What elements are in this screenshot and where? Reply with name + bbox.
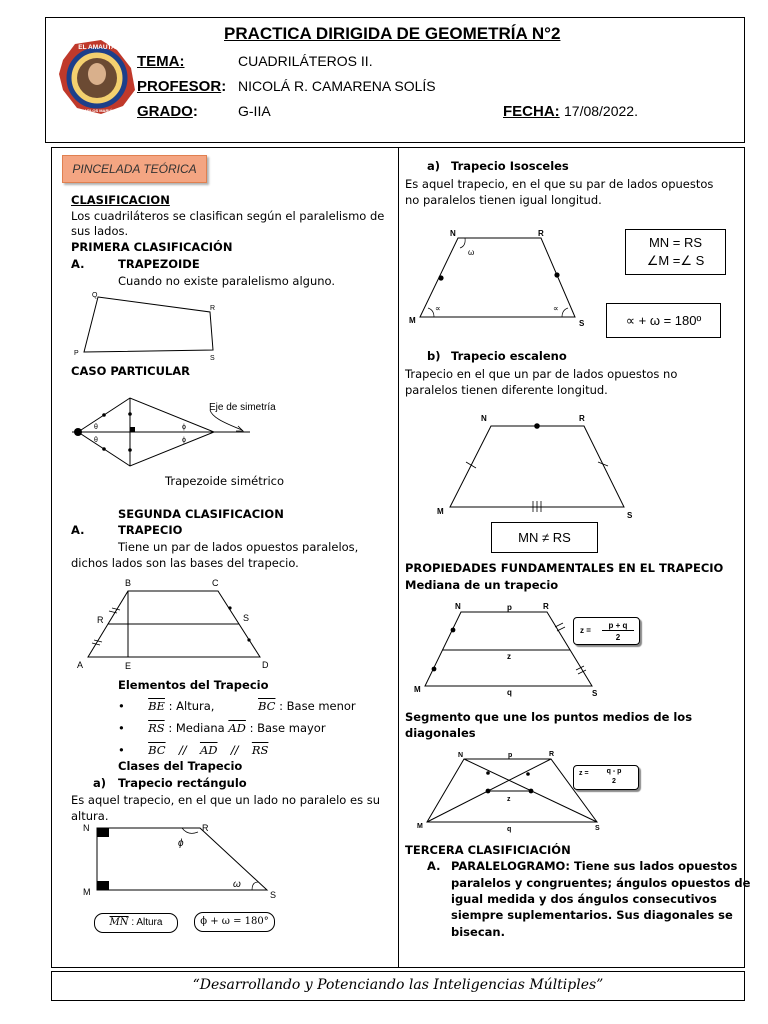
rect-desc-2: altura. — [71, 809, 109, 823]
clasificacion-text-2: sus lados. — [71, 224, 129, 238]
bullet: • — [118, 743, 125, 757]
mediana-formula-lhs: z = — [580, 626, 591, 635]
para-desc-1: Tiene sus lados opuestos — [573, 859, 738, 873]
mediana-label-n: N — [455, 602, 461, 611]
page-title: PRACTICA DIRIGIDA DE GEOMETRÍA N°2 — [224, 24, 561, 43]
iso-angle-alpha: ∝ — [435, 304, 441, 313]
eje-arrow — [210, 410, 242, 430]
esc-label-m: M — [437, 507, 444, 516]
iso-desc-2: no paralelos tienen igual longitud. — [405, 193, 602, 207]
elemento-1b-text: : Base menor — [279, 699, 356, 713]
elemento-2-text: : Mediana — [168, 721, 225, 735]
iso-angle-arc — [562, 308, 568, 317]
trapecio-label-s: S — [243, 613, 250, 623]
clasificacion-heading: CLASIFICACION — [71, 193, 170, 207]
mediana-label-r: R — [543, 602, 549, 611]
esc-marker: b) — [427, 349, 441, 363]
segment-ad: $\overline{AD}$ — [199, 743, 218, 757]
para-desc-3: igual medida y dos ángulos consecutivos — [451, 892, 717, 906]
diagonales-formula-box — [573, 765, 639, 790]
segment-bc: $\overline{BC}$ — [258, 699, 276, 713]
esc-label-n: N — [481, 414, 487, 423]
iso-label-m: M — [409, 316, 416, 325]
diagonales-label-q: q — [507, 826, 512, 833]
mediana-formula-den: 2 — [615, 633, 621, 642]
iso-figure — [408, 226, 598, 326]
elemento-2 — [118, 720, 326, 736]
rect-angle-omega: ω — [233, 879, 241, 890]
trapecio-desc-1: Tiene un par de lados opuestos paralelos, — [118, 540, 359, 554]
kite-vertex-dot — [74, 428, 82, 436]
diagonales-formula-den: 2 — [612, 778, 616, 785]
mediana-mark-dot — [451, 628, 456, 633]
caso-particular: CASO PARTICULAR — [71, 364, 190, 378]
clasificacion-text-1: Los cuadriláteros se clasifican según el paralelismo de — [71, 209, 385, 223]
profesor-label-text: PROFESOR — [137, 78, 222, 95]
tercera-heading: TERCERA CLASIFICIACIÓN — [405, 843, 571, 857]
segment-ad: $\overline{AD}$ — [228, 721, 246, 735]
para-desc-2: paralelos y congruentes; ángulos opuestos de — [451, 876, 751, 890]
diagonales-midpoint — [526, 772, 530, 776]
kite-right-angle — [130, 427, 135, 432]
bullet: • — [118, 721, 125, 735]
segment-rs: $\overline{RS}$ — [251, 743, 269, 757]
trapecio-label-e: E — [125, 661, 132, 671]
esc-tick — [466, 462, 476, 468]
diagonales-label-n: N — [458, 752, 464, 759]
logo-face — [88, 63, 106, 85]
trapecio-label-d: D — [262, 660, 269, 670]
parallel-symbol: // — [178, 743, 187, 757]
iso-angle-omega: ω — [468, 248, 475, 257]
diagonales-formula-lhs: z = — [579, 770, 589, 777]
segunda-clasificacion: SEGUNDA CLASIFICACION — [118, 507, 284, 521]
rect-desc-1: Es aquel trapecio, en el que un lado no paralelo es su — [71, 793, 380, 807]
footer-motto: “Desarrollando y Potenciando las Inteligencias Múltiples” — [192, 977, 604, 993]
trapecio-mark-dot — [247, 638, 250, 641]
iso-marker: a) — [427, 159, 441, 173]
tema-value: CUADRILÁTEROS II. — [238, 53, 373, 69]
segmento-heading-2: diagonales — [405, 726, 476, 740]
trapecio-mark-dot — [228, 606, 231, 609]
rect-trapecio-figure — [80, 820, 290, 900]
iso-angle-arc — [428, 308, 434, 317]
logo-text-top: EL AMAUTA — [78, 44, 116, 51]
kite-angle-theta: θ — [94, 424, 98, 431]
trapecio-desc-2: dichos lados son las bases del trapecio. — [71, 556, 299, 570]
trapezoide-label-s: S — [210, 355, 215, 362]
kite-mark-dot — [128, 448, 132, 452]
trapecio-figure — [72, 576, 272, 671]
grado-value: G-IIA — [238, 103, 271, 119]
segment-rs: $\overline{RS}$ — [148, 721, 165, 735]
fecha-value: 17/08/2022. — [564, 103, 638, 119]
diagonales-midpoint — [486, 771, 490, 775]
kite-mark-dot — [102, 413, 106, 417]
trapecio-label-r: R — [97, 615, 104, 625]
rect-marker: a) — [93, 776, 107, 790]
trapezoide-simetrico-label: Trapezoide simétrico — [165, 474, 285, 488]
trapecio-label-c: C — [212, 578, 219, 588]
rect-label-r: R — [202, 823, 209, 833]
diagonales-formula-num: q - p — [606, 768, 622, 775]
diagonales-label-z: z — [507, 796, 511, 803]
trapezoide-desc: Cuando no existe paralelismo alguno. — [118, 274, 336, 288]
rect-angle-phi: ϕ — [178, 838, 184, 849]
mediana-label-m: M — [414, 685, 421, 694]
kite-angle-phi: ϕ — [182, 424, 186, 431]
mediana-label-s: S — [592, 689, 598, 698]
primera-clasificacion: PRIMERA CLASIFICACIÓN — [71, 240, 233, 254]
rect-label-m: M — [83, 887, 91, 897]
fecha-label: FECHA: — [503, 103, 560, 120]
elemento-3 — [118, 742, 268, 758]
trapecio-tick — [112, 608, 120, 610]
esc-desc-2: paralelos tienen diferente longitud. — [405, 383, 608, 397]
rect-label-s: S — [270, 890, 277, 900]
trapecio-marker: A. — [71, 523, 85, 537]
rect-right-angle — [97, 828, 109, 837]
grado-label-text: GRADO — [137, 103, 193, 120]
profesor-label — [137, 78, 226, 95]
iso-angle-sum-box: ∝ + ω = 180º — [606, 303, 721, 338]
iso-label-r: R — [538, 229, 544, 238]
iso-formula-1: MN = RS — [648, 235, 703, 250]
grado-colon: : — [192, 103, 198, 120]
iso-mark-dot — [554, 272, 559, 277]
profesor-value: NICOLÁ R. CAMARENA SOLÍS — [238, 78, 436, 94]
bullet: • — [118, 699, 125, 713]
column-divider — [398, 147, 399, 968]
trapezoide-label-p: P — [74, 350, 79, 357]
mediana-heading: Mediana de un trapecio — [405, 578, 559, 592]
esc-figure — [432, 410, 642, 520]
para-line-1 — [451, 858, 737, 874]
mediana-tick — [555, 623, 563, 627]
trapezoide-label-q: Q — [92, 292, 98, 299]
mediana-mark-dot — [432, 667, 437, 672]
kite-mark-dot — [102, 447, 106, 451]
trapezoide-heading: TRAPEZOIDE — [118, 257, 200, 271]
iso-title: Trapecio Isosceles — [451, 159, 569, 173]
kite-angle-phi: ϕ — [182, 437, 186, 444]
rect-title: Trapecio rectángulo — [118, 776, 247, 790]
trapecio-heading: TRAPECIO — [118, 523, 183, 537]
esc-desc-1: Trapecio en el que un par de lados opuestos no — [405, 367, 678, 381]
iso-angle-alpha: ∝ — [553, 304, 559, 313]
para-desc-5: bisecan. — [451, 925, 505, 939]
trapezoide-marker: A. — [71, 257, 85, 271]
grado-label — [137, 103, 198, 120]
kite-figure — [72, 392, 276, 472]
iso-mark-dot — [438, 275, 443, 280]
trapecio-label-b: B — [125, 578, 132, 588]
mediana-shape — [425, 612, 592, 686]
diagonales-label-s: S — [595, 825, 600, 832]
iso-label-n: N — [450, 229, 456, 238]
iso-label-s: S — [579, 319, 585, 328]
para-title: PARALELOGRAMO: — [451, 859, 570, 873]
iso-desc-1: Es aquel trapecio, en el que su par de lados opuestos — [405, 177, 714, 191]
parallel-symbol: // — [230, 743, 239, 757]
esc-label-r: R — [579, 414, 585, 423]
mn-altura-text: : Altura — [131, 917, 163, 928]
kite-mark-dot — [128, 412, 132, 416]
para-desc-4: siempre suplementarios. Sus diagonales se — [451, 908, 733, 922]
elemento-1b — [258, 698, 356, 714]
esc-shape — [450, 426, 624, 507]
esc-title: Trapecio escaleno — [451, 349, 567, 363]
logo-text-bottom: JOSÉ CARLOS MARIÁTEGUI — [69, 108, 125, 113]
segment-be: $\overline{BE}$ — [148, 699, 165, 713]
rect-angle-arc — [182, 828, 198, 833]
diagonales-midpoint — [486, 789, 491, 794]
elemento-2-text-2: : Base mayor — [249, 721, 326, 735]
iso-angle-arc — [460, 238, 465, 248]
mediana-figure — [412, 600, 602, 700]
rect-label-n: N — [83, 823, 90, 833]
school-logo — [57, 38, 137, 116]
kite-angle-theta: θ — [94, 437, 98, 444]
para-marker: A. — [427, 859, 441, 873]
eje-simetria-label: Eje de simetría — [209, 402, 276, 413]
mediana-label-z: z — [507, 652, 511, 661]
mn-altura-box — [94, 913, 178, 933]
rect-angle-arc — [252, 882, 258, 890]
mediana-label-p: p — [507, 603, 512, 612]
segmento-heading-1: Segmento que une los puntos medios de los — [405, 710, 693, 724]
iso-formula-box — [625, 229, 726, 275]
phi-omega-box: ϕ + ω = 180° — [194, 912, 275, 932]
elementos-heading: Elementos del Trapecio — [118, 678, 269, 692]
trapezoide-figure — [72, 290, 222, 360]
mediana-tick — [557, 627, 565, 631]
profesor-colon: : — [221, 78, 227, 95]
diagonales-label-p: p — [508, 752, 513, 759]
iso-formula-2: ∠M =∠ S — [646, 253, 705, 268]
eje-arrow-head — [236, 426, 243, 431]
segment-mn: $\overline{MN}$ — [109, 917, 129, 928]
trapecio-label-a: A — [77, 660, 84, 670]
diagonales-label-r: R — [549, 751, 555, 758]
esc-formula-box: MN ≠ RS — [491, 522, 598, 553]
esc-mark-dot — [534, 423, 540, 429]
pincelada-badge: PINCELADA TEÓRICA — [62, 155, 207, 183]
esc-label-s: S — [627, 511, 633, 520]
trapezoide-label-r: R — [210, 305, 216, 312]
mediana-formula-box — [573, 617, 640, 645]
tema-label: TEMA: — [137, 53, 185, 70]
mediana-label-q: q — [507, 688, 512, 697]
diagonales-label-m: M — [417, 823, 423, 830]
propiedades-heading: PROPIEDADES FUNDAMENTALES EN EL TRAPECIO — [405, 561, 724, 575]
diagonales-figure — [414, 748, 614, 838]
diagonales-midpoint — [529, 789, 534, 794]
mediana-formula-num: p + q — [602, 621, 634, 631]
clases-heading: Clases del Trapecio — [118, 759, 243, 773]
elemento-1 — [118, 698, 214, 714]
elemento-1-text: : Altura, — [168, 699, 215, 713]
segment-bc: $\overline{BC}$ — [148, 743, 166, 757]
trapezoide-shape — [84, 297, 216, 352]
rect-right-angle — [97, 881, 109, 890]
